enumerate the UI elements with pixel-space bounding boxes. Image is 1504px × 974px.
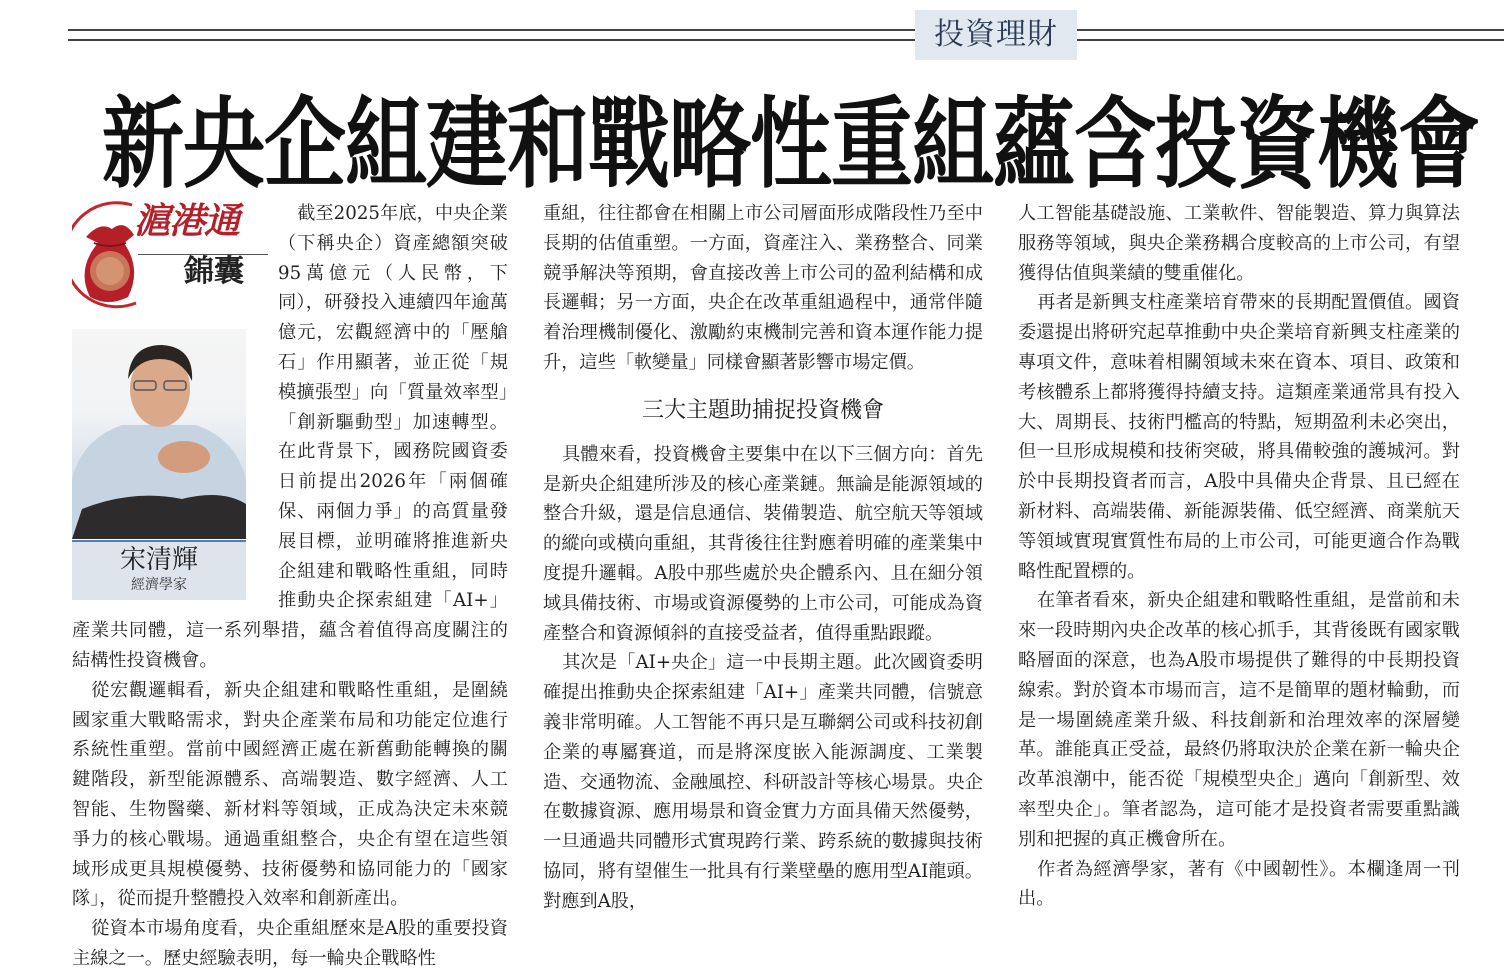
paragraph: 截至2025年底，中央企業（下稱央企）資產總額突破95萬億元（人民幣，下同），研發投入連續四年逾萬億元，宏觀經濟中的「壓艙石」作用顯著，並正從「規模擴張型」向「質量效率型」「創新驅動型」加速轉型。在此背景下，國務院國資委日前提出2026年「兩個確保、兩個力爭」的高質量發展目標，並明確將推進新央企組建和戰略性重組，同時推動央企探索組建「AI+」產業共同體，這一系列舉措，蘊含着值得高度關注的結構性投資機會。 xyxy=(72,203,508,671)
paragraph: 其次是「AI+央企」這一中長期主題。此次國資委明確提出推動央企探索組建「AI+」產業共同體，信號意義非常明確。人工智能不再只是互聯網公司或科技初創企業的專屬賽道，而是將深度嵌入能源調度、工業製造、交通物流、金融風控、科研設計等核心場景。央企在數據資源、應用場景和資金實力方面具備天然優勢，一旦通過共同體形式實現跨行業、跨系統的數據與技術協同，將有望催生一批具有行業壁壘的應用型AI龍頭。對應到A股， xyxy=(543,652,983,912)
paragraph: 人工智能基礎設施、工業軟件、智能製造、算力與算法服務等領域，與央企業務耦合度較高的上市公司，有望獲得估值與業績的雙重催化。 xyxy=(1018,203,1460,284)
column-logo-title: 滬港通 xyxy=(134,200,240,242)
article-column-3 xyxy=(1018,199,1460,914)
author-role: 經濟學家 xyxy=(131,577,187,593)
header-rule-bottom xyxy=(68,39,916,41)
article-column-2 xyxy=(543,199,983,917)
header-rule-top xyxy=(68,29,916,31)
column-logo xyxy=(72,199,268,309)
author-name: 宋清輝 xyxy=(119,545,198,575)
column-logo-subtitle: 錦囊 xyxy=(184,254,244,289)
author-caption xyxy=(72,540,246,600)
header-rule-bottom-right xyxy=(1077,39,1504,41)
header-rule-top-right xyxy=(1077,29,1504,31)
paragraph: 從資本市場角度看，央企重組歷來是A股的重要投資主線之一。歷史經驗表明，每一輪央企戰略性 xyxy=(72,918,508,969)
author-portrait-icon xyxy=(72,329,246,539)
column-sidebar xyxy=(72,199,268,603)
paragraph: 重組，往往都會在相關上市公司層面形成階段性乃至中長期的估值重塑。一方面，資產注入、業務整合、同業競爭解決等預期，會直接改善上市公司的盈利結構和成長邏輯；另一方面，央企在改革重組過程中，通常伴隨着治理機制優化、激勵約束機制完善和資本運作能力提升，這些「軟變量」同樣會顯著影響市場定價。 xyxy=(543,203,983,373)
section-label: 投資理財 xyxy=(915,10,1077,60)
paragraph: 再者是新興支柱產業培育帶來的長期配置價值。國資委還提出將研究起草推動中央企業培育新興支柱產業的專項文件，意味着相關領域未來在資本、項目、政策和考核體系上都將獲得持續支持。這類產業通常具有投入大、周期長、技術門檻高的特點，短期盈利未必突出，但一旦形成規模和技術突破，將具備較強的護城河。對於中長期投資者而言，A股中具備央企背景、且已經在新材料、高端裝備、新能源裝備、低空經濟、商業航天等領域實現實質性布局的上市公司，可能更適合作為戰略性配置標的。 xyxy=(1018,292,1460,582)
article-column-1 xyxy=(72,199,508,974)
author-photo xyxy=(72,329,246,539)
author-note: 作者為經濟學家，著有《中國韌性》。本欄逢周一刊出。 xyxy=(1018,858,1460,910)
article-subheading: 三大主題助捕捉投資機會 xyxy=(641,397,884,423)
paragraph: 在筆者看來，新央企組建和戰略性重組，是當前和未來一段時期內央企改革的核心抓手，其背後既有國家戰略層面的深意，也為A股市場提供了難得的中長期投資線索。對於資本市場而言，這不是簡單的題材輪動，而是一場圍繞產業升級、科技創新和治理效率的深層變革。誰能真正受益，最終仍將取決於企業在新一輪央企改革浪潮中，能否從「規模型央企」邁向「創新型、效率型央企」。筆者認為，這可能才是投資者需要重點識別和把握的真正機會所在。 xyxy=(1018,590,1460,850)
paragraph: 具體來看，投資機會主要集中在以下三個方向：首先是新央企組建所涉及的核心產業鏈。無論是能源領域的整合升級，還是信息通信、裝備製造、航空航天等領域的縱向或橫向重組，其背後往往對應着明確的產業集中度提升邏輯。A股中那些處於央企體系內、且在細分領域具備技術、市場或資源優勢的上市公司，可能成為資產整合和資源傾斜的直接受益者，值得重點跟蹤。 xyxy=(543,443,983,644)
paragraph: 從宏觀邏輯看，新央企組建和戰略性重組，是圍繞國家重大戰略需求，對央企產業布局和功能定位進行系統性重塑。當前中國經濟正處在新舊動能轉換的關鍵階段，新型能源體系、高端製造、數字經濟、人工智能、生物醫藥、新材料等領域，正成為決定未來競爭力的核心戰場。通過重組整合，央企有望在這些領域形成更具規模優勢、技術優勢和協同能力的「國家隊」，從而提升整體投入效率和創新產出。 xyxy=(72,679,508,910)
article-headline: 新央企組建和戰略性重組蘊含投資機會 xyxy=(102,86,1480,202)
